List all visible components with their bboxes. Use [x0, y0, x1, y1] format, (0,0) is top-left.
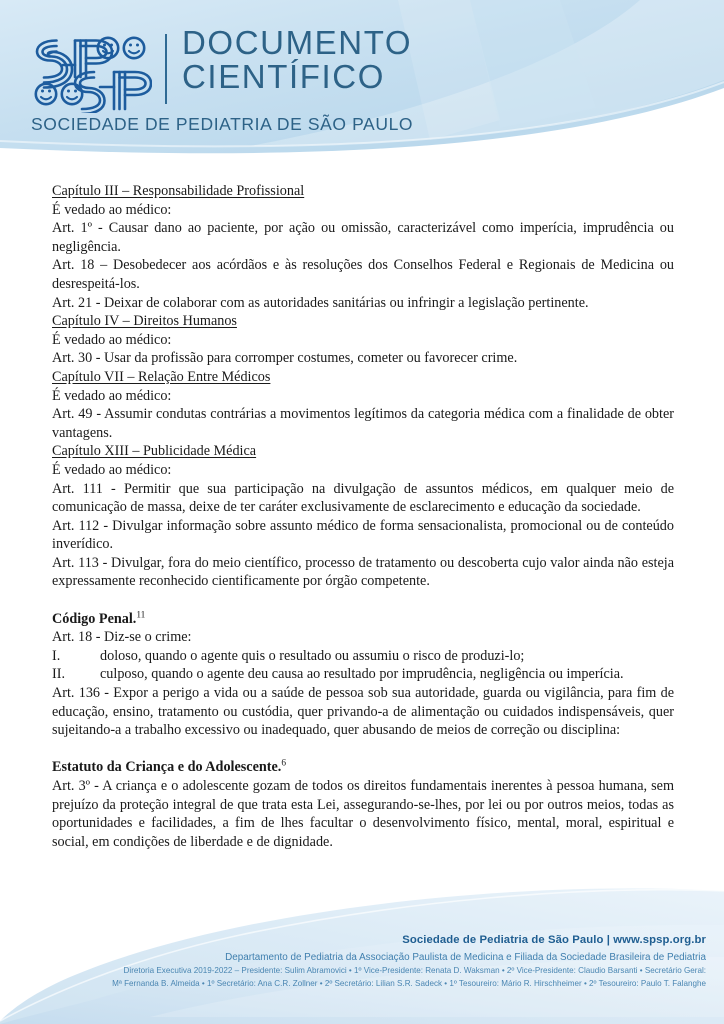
article-18-penal: Art. 18 - Diz-se o crime: — [52, 629, 192, 646]
article-136: Art. 136 - Expor a perigo a vida ou a saúde de pessoa sob sua autoridade, guarda ou vigilância, para fim de educação, ensino, tratamento ou custódia, quer privando-a de alimentação ou cuidados indispensáveis, quer sujeitando-a a trabalho excessivo ou inadequado, quer abusando de meios de correção ou disciplina: — [52, 685, 674, 739]
section-title-codigo-penal-text: Código Penal. — [52, 610, 137, 627]
article-3-eca: Art. 3º - A criança e o adolescente gozam de todos os direitos fundamentais inerentes à pessoa humana, sem prejuízo da proteção integral de que trata esta Lei, assegurando-se-lhes, por lei ou por outros meios, todas as oportunidades e facilidades, a fim de lhes facultar o desenvolvimento físico, mental, moral, espiritual e social, em condições de liberdade e de dignidade. — [52, 778, 674, 850]
article-112: Art. 112 - Divulgar informação sobre assunto médico de forma sensacionalista, promocional ou de conteúdo inverídico. — [52, 517, 674, 553]
footer-department-line: Departamento de Pediatria da Associação Paulista de Medicina e Filiada da Sociedade Brasileira de Pediatria — [225, 951, 706, 963]
brand-logo-block — [30, 24, 413, 113]
lead-text-1: É vedado ao médico: — [52, 201, 172, 218]
footer-board-line-2: Mª Fernanda B. Almeida • 1º Secretário: Ana C.R. Zollner • 2º Secretário: Lilian S.R. Sadeck • 1º Tesoureiro: Mário R. Hirschheimer • 2º Tesoureiro: Paulo T. Falanghe — [112, 979, 706, 989]
title-line-cientifico: CIENTÍFICO — [182, 58, 385, 96]
article-49: Art. 49 - Assumir condutas contrárias a movimentos legítimos da categoria médica com a finalidade de obter vantagens. — [52, 406, 674, 441]
penal-list-item-2-text: culposo, quando o agente deu causa ao resultado por imprudência, negligência ou imperícia. — [100, 666, 624, 683]
footer-text-block — [112, 933, 706, 990]
page-footer — [0, 849, 724, 1024]
penal-list-item-2 — [52, 665, 674, 684]
lead-text-3: É vedado ao médico: — [52, 387, 172, 404]
section-spacer-1 — [52, 591, 674, 610]
logo-divider — [165, 34, 167, 104]
article-111: Art. 111 - Permitir que sua participação na divulgação de assuntos médicos, em qualquer meio de comunicação de massa, deixe de ter caráter exclusivamente de esclarecimento e educação da sociedade. — [52, 480, 674, 516]
lead-text-2: É vedado ao médico: — [52, 331, 172, 348]
page-header — [0, 0, 724, 160]
footer-board-line-1: Diretoria Executiva 2019-2022 – Presidente: Sulim Abramovici • 1º Vice-Presidente: Renata D. Waksman • 2º Vice-Presidente: Claudio Barsanti • Secretário Geral: — [123, 966, 706, 976]
title-line-documento: DOCUMENTO — [182, 24, 413, 61]
lead-text-4: É vedado ao médico: — [52, 461, 172, 478]
chapter-heading-vii: Capítulo VII – Relação Entre Médicos — [52, 368, 271, 385]
article-18: Art. 18 – Desobedecer aos acórdãos e às resoluções dos Conselhos Federal e Regionais de Medicina ou desrespeitá-los. — [52, 257, 674, 292]
chapter-heading-iii: Capítulo III – Responsabilidade Profissional — [52, 183, 305, 199]
chapter-heading-xiii: Capítulo XIII – Publicidade Médica — [52, 443, 257, 460]
article-30: Art. 30 - Usar da profissão para corromper costumes, cometer ou favorecer crime. — [52, 350, 518, 367]
footnote-ref-11: 11 — [136, 609, 146, 620]
footnote-ref-6: 6 — [281, 758, 287, 769]
footer-society-line[interactable]: Sociedade de Pediatria de São Paulo | www.spsp.org.br — [402, 933, 706, 946]
document-body — [52, 182, 674, 851]
penal-list-item-1-number: I. — [52, 647, 61, 664]
penal-list-item-2-number: II. — [52, 666, 65, 683]
section-spacer-2 — [52, 740, 674, 759]
spsp-logo-icon — [30, 31, 152, 113]
penal-list-item-1 — [52, 647, 674, 666]
section-title-eca — [52, 758, 674, 777]
document-title — [182, 24, 413, 96]
section-title-eca-text: Estatuto da Criança e do Adolescente. — [52, 759, 282, 776]
chapter-heading-iv: Capítulo IV – Direitos Humanos — [52, 313, 237, 330]
society-subtitle: SOCIEDADE DE PEDIATRIA DE SÃO PAULO — [31, 114, 414, 134]
article-113: Art. 113 - Divulgar, fora do meio científico, processo de tratamento ou descoberta cujo valor ainda não esteja expressamente reconhecido cientificamente por órgão competente. — [52, 554, 674, 590]
section-title-codigo-penal — [52, 610, 674, 629]
article-1: Art. 1º - Causar dano ao paciente, por ação ou omissão, caracterizável como imperícia, imprudência ou negligência. — [52, 220, 674, 255]
article-21: Art. 21 - Deixar de colaborar com as autoridades sanitárias ou infringir a legislação pertinente. — [52, 294, 589, 311]
penal-list-item-1-text: doloso, quando o agente quis o resultado ou assumiu o risco de produzi-lo; — [100, 647, 525, 664]
